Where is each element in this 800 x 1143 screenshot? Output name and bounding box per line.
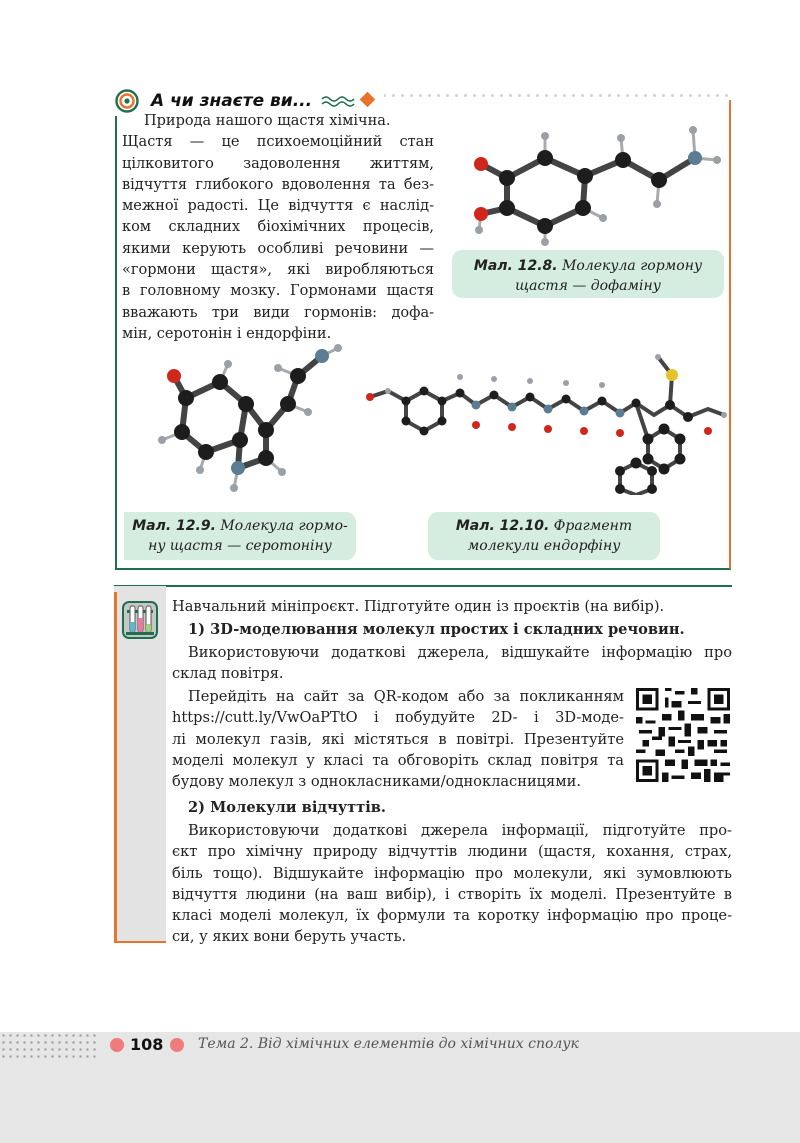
- project-orange-rule: [114, 592, 117, 941]
- text-line: межної радості. Це відчуття є наслід-: [122, 198, 434, 215]
- footer-topic: Тема 2. Від хімічних елементів до хімічних сполук: [198, 1036, 579, 1052]
- wave-ornament-icon: [320, 90, 378, 112]
- text-line: Перейдіть на сайт за QR-кодом або за покликанням: [188, 688, 624, 705]
- endorphin-molecule-image: [352, 345, 730, 495]
- decorative-dots: [362, 91, 732, 103]
- caption-text: Молекула гормону: [562, 258, 703, 274]
- caption-text: Фрагмент: [553, 518, 633, 534]
- target-icon: [115, 89, 145, 113]
- caption-text: Молекула гормо-: [220, 518, 348, 534]
- project-heading-1: [188, 619, 732, 640]
- caption-label: Мал. 12.9.: [132, 518, 216, 534]
- heading-text: 2) Молекули відчуттів.: [188, 799, 386, 816]
- did-you-know-text: [122, 111, 434, 345]
- page-number: 108: [130, 1035, 164, 1054]
- project-intro: Навчальний мініпроєкт. Підготуйте один із проєктів (на вибір).: [172, 598, 665, 615]
- text-line: класі моделі молекул, їх формули та коротку інформацію про проце-: [172, 907, 732, 925]
- qr-code[interactable]: [636, 688, 730, 782]
- text-line: Використовуючи додаткові джерела, відшукайте інформацію про: [188, 644, 732, 661]
- dopamine-molecule-image: [445, 118, 730, 248]
- text-line: будову молекул з однокласниками/однокласницями.: [172, 773, 581, 791]
- text-line: якими керують особливі речовини —: [122, 240, 434, 257]
- caption-label: Мал. 12.10.: [455, 518, 550, 534]
- serotonin-molecule-image: [148, 340, 348, 500]
- caption-label: Мал. 12.8.: [473, 258, 558, 274]
- heading-text: 1) 3D-моделювання молекул простих і складних речовин.: [188, 621, 685, 638]
- text-line: си, у яких вони беруть участь.: [172, 928, 407, 946]
- project-paragraph-3: [172, 820, 732, 948]
- caption-text: ну щастя — серотоніну: [148, 538, 332, 554]
- text-line: Щастя — це психоемоційний стан: [122, 134, 434, 151]
- test-tube-rack-icon: [120, 596, 160, 644]
- text-line: моделі молекул у класі та обговоріть склад повітря та: [172, 751, 624, 769]
- text-line: відчуття глибокого вдоволення та без-: [122, 176, 434, 193]
- caption-text: молекули ендорфіну: [467, 538, 621, 554]
- text-line: єкт про хімічну природу відчуттів людини (щастя, кохання, страх,: [172, 843, 732, 861]
- project-top-line: [114, 585, 732, 587]
- project-paragraph-1: [172, 642, 732, 685]
- text-line: ком складних біохімічних процесів,: [122, 219, 434, 236]
- caption-fig-12-9: [124, 512, 356, 560]
- text-line: вважають три види гормонів: дофа-: [122, 304, 434, 321]
- footer-dots: [0, 1032, 100, 1058]
- page-dot-right: [170, 1038, 184, 1052]
- text-line: Природа нашого щастя хімічна.: [144, 113, 391, 129]
- text-line: Використовуючи додаткові джерела інформації, підготуйте про-: [188, 822, 732, 839]
- text-line: біль тощо). Відшукайте інформацію про молекули, які зумовлюють: [172, 864, 732, 882]
- caption-text: щастя — дофаміну: [515, 278, 661, 294]
- text-line: лі молекул газів, які містяться в повітрі. Презентуйте: [172, 730, 624, 748]
- text-line: склад повітря.: [172, 665, 284, 683]
- project-heading-2: [188, 797, 732, 818]
- text-line: https://cutt.ly/VwOaPTtO і побудуйте 2D- і 3D-моде-: [172, 709, 624, 727]
- did-you-know-title: А чи знаєте ви...: [151, 91, 313, 111]
- project-paragraph-2: [172, 686, 624, 792]
- text-line: в головному мозку. Гормонами щастя: [122, 283, 434, 300]
- text-line: цілковитого задоволення життям,: [122, 155, 434, 172]
- text-line: відчуття людини (на ваш вибір), і створіть їх моделі. Презентуйте в: [172, 885, 732, 903]
- caption-fig-12-8: [452, 250, 724, 298]
- text-line: «гормони щастя», які виробляються: [122, 262, 434, 279]
- text-line: мін, серотонін і ендорфіни.: [122, 325, 332, 342]
- page-dot-left: [110, 1038, 124, 1052]
- caption-fig-12-10: [428, 512, 660, 560]
